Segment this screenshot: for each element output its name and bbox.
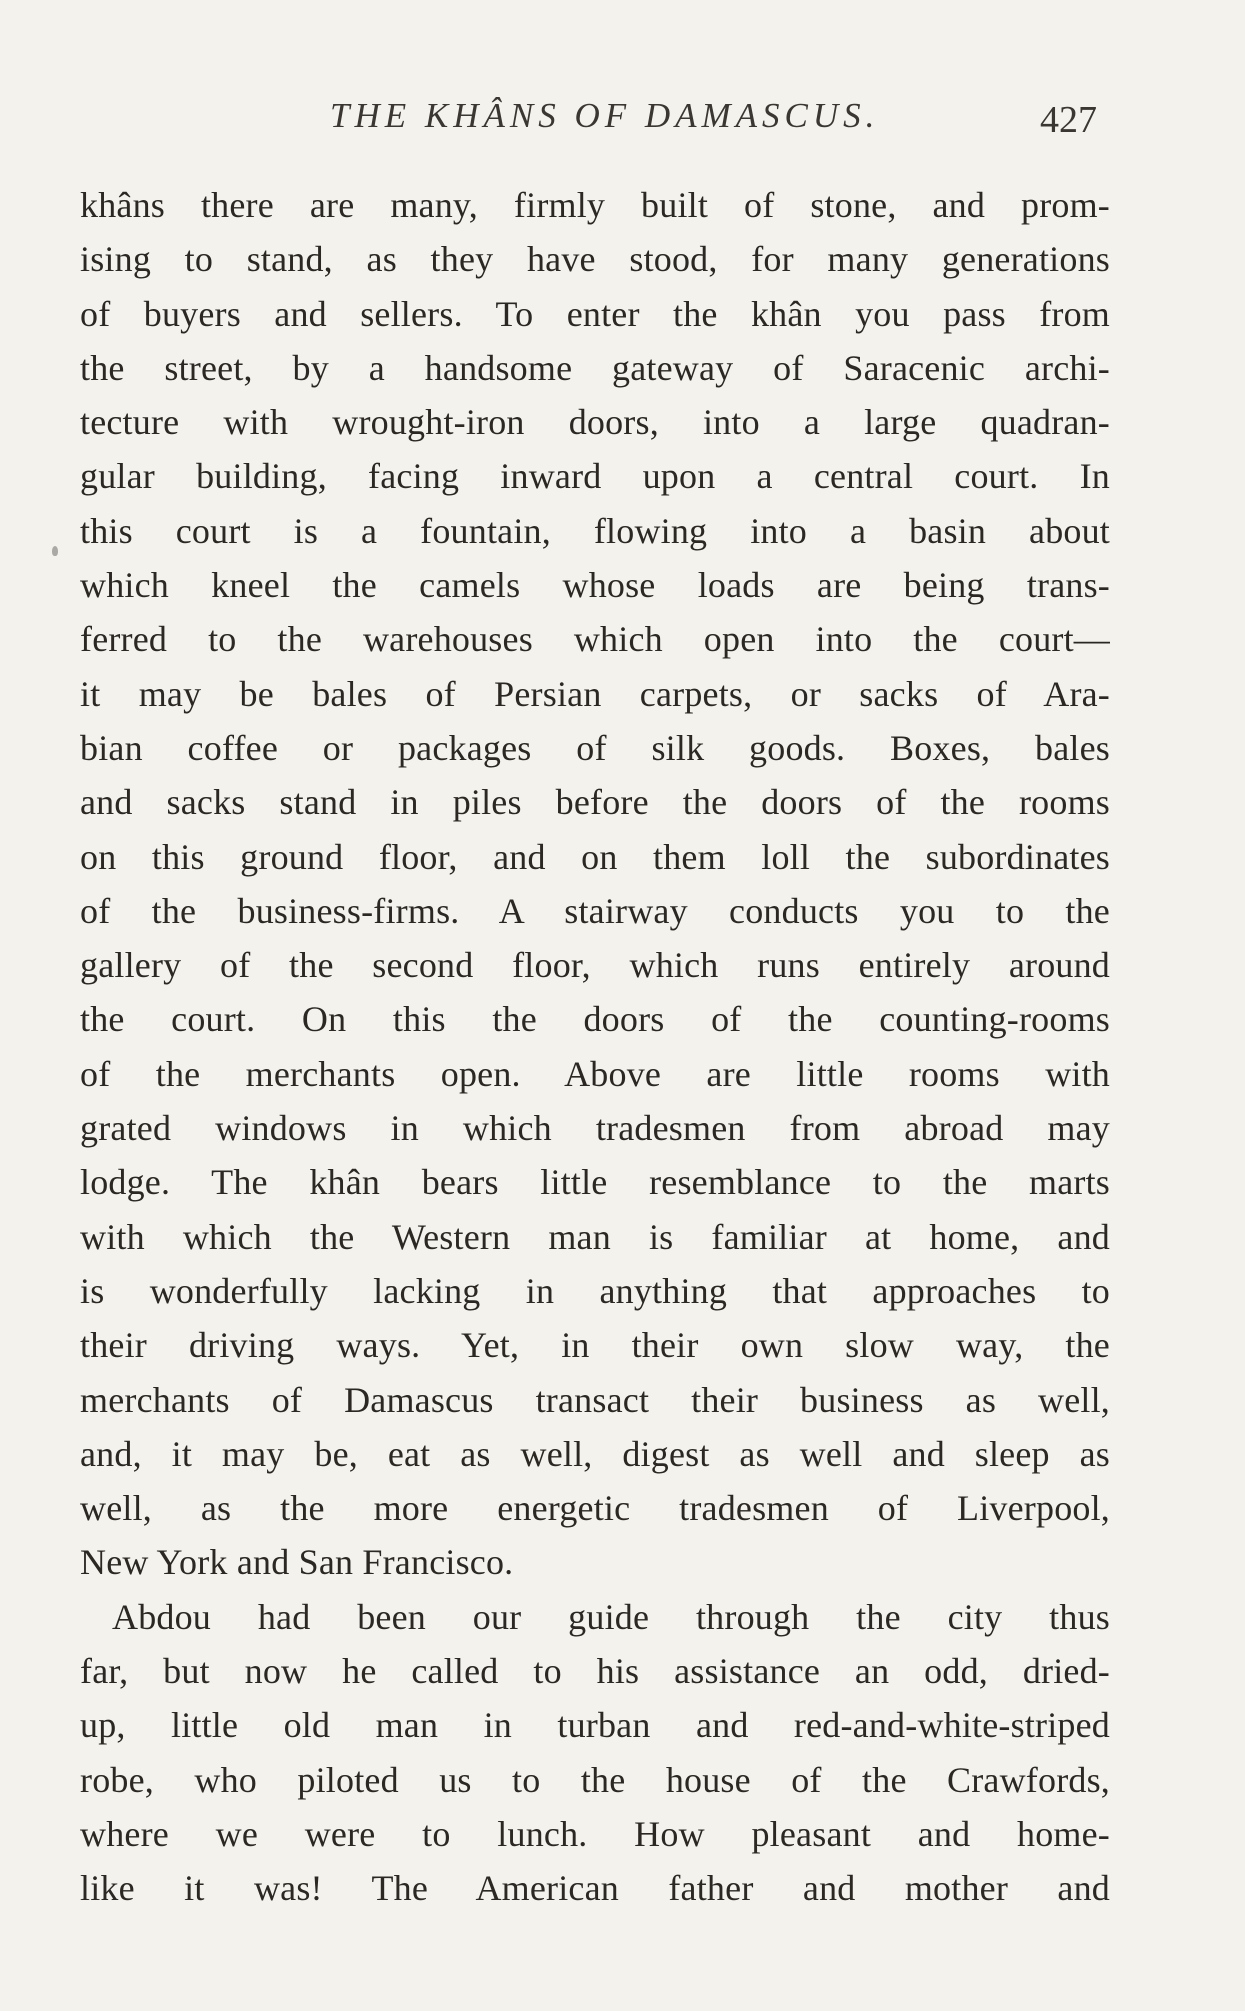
- text-line: is wonderfully lacking in anything that approaches to: [80, 1270, 1110, 1311]
- running-title: THE KHÂNS OF DAMASCUS.: [330, 96, 880, 135]
- text-line: up, little old man in turban and red-and-white-striped: [80, 1705, 1110, 1746]
- page-number: 427: [1040, 99, 1097, 141]
- text-line: and, it may be, eat as well, digest as well and sleep as: [80, 1433, 1110, 1474]
- text-line: the street, by a handsome gateway of Saracenic archi-: [80, 347, 1110, 388]
- stray-ink-mark: [52, 546, 58, 556]
- text-line: on this ground floor, and on them loll the subordinates: [80, 836, 1110, 877]
- text-line: the court. On this the doors of the counting-rooms: [80, 999, 1110, 1040]
- text-line: merchants of Damascus transact their business as well,: [80, 1379, 1110, 1420]
- text-line: of buyers and sellers. To enter the khân you pass from: [80, 293, 1110, 334]
- text-line: ising to stand, as they have stood, for many generations: [80, 239, 1110, 280]
- text-line: far, but now he called to his assistance an odd, dried-: [80, 1651, 1110, 1692]
- text-line: gular building, facing inward upon a central court. In: [80, 456, 1110, 497]
- text-line: gallery of the second floor, which runs entirely around: [80, 945, 1110, 986]
- text-line-paragraph-start: Abdou had been our guide through the city thus: [112, 1596, 1110, 1637]
- text-line: and sacks stand in piles before the doors of the rooms: [80, 782, 1110, 823]
- text-line: grated windows in which tradesmen from abroad may: [80, 1108, 1110, 1149]
- text-line: of the merchants open. Above are little rooms with: [80, 1053, 1110, 1094]
- body-text: [80, 178, 1110, 1916]
- text-line: which kneel the camels whose loads are being trans-: [80, 565, 1110, 606]
- text-line: like it was! The American father and mother and: [80, 1868, 1110, 1909]
- text-line: lodge. The khân bears little resemblance to the marts: [80, 1162, 1110, 1203]
- text-line-paragraph-end: New York and San Francisco.: [80, 1542, 514, 1583]
- text-line: khâns there are many, firmly built of stone, and prom-: [80, 185, 1110, 225]
- text-line: with which the Western man is familiar at home, and: [80, 1216, 1110, 1257]
- text-line: tecture with wrought-iron doors, into a large quadran-: [80, 402, 1110, 443]
- text-line: it may be bales of Persian carpets, or sacks of Ara-: [80, 673, 1110, 714]
- text-line: of the business-firms. A stairway conducts you to the: [80, 890, 1110, 931]
- text-line: bian coffee or packages of silk goods. Boxes, bales: [80, 727, 1110, 768]
- text-line: ferred to the warehouses which open into the court—: [80, 619, 1110, 660]
- text-line: this court is a fountain, flowing into a basin about: [80, 510, 1110, 551]
- text-line: their driving ways. Yet, in their own slow way, the: [80, 1325, 1110, 1366]
- text-line: where we were to lunch. How pleasant and home-: [80, 1813, 1110, 1854]
- text-line: robe, who piloted us to the house of the Crawfords,: [80, 1759, 1110, 1800]
- text-line: well, as the more energetic tradesmen of Liverpool,: [80, 1488, 1110, 1529]
